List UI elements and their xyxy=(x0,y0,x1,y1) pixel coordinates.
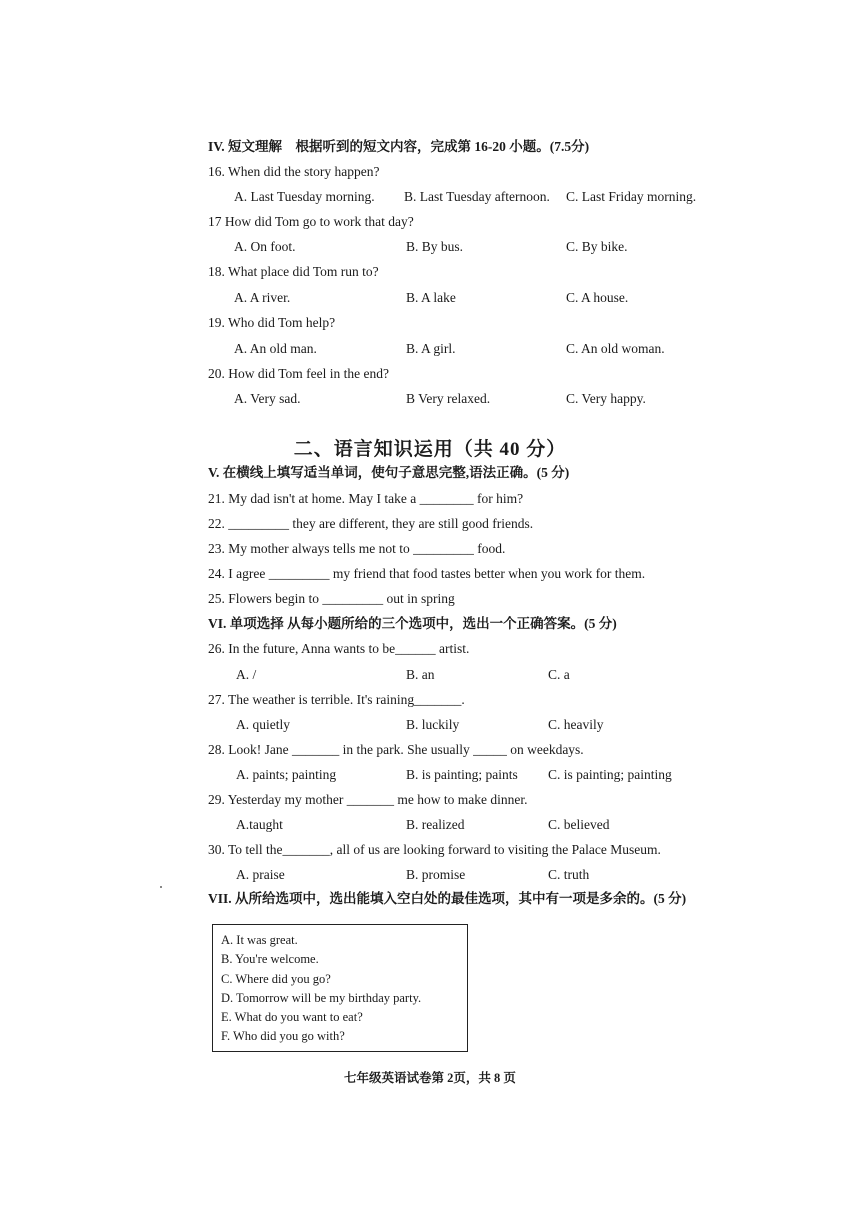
q27-option-c: C. heavily xyxy=(548,717,604,732)
scan-speck xyxy=(160,886,162,888)
q26-option-b: B. an xyxy=(406,667,435,682)
box-option-a: A. It was great. xyxy=(221,933,298,947)
question-25: 25. Flowers begin to _________ out in spring xyxy=(208,591,455,606)
q26-option-c: C. a xyxy=(548,667,570,682)
q18-option-b: B. A lake xyxy=(406,290,456,305)
q30-option-a: A. praise xyxy=(236,867,285,882)
q17-option-b: B. By bus. xyxy=(406,239,464,254)
question-22: 22. _________ they are different, they are still good friends. xyxy=(208,516,534,531)
q18-option-c: C. A house. xyxy=(566,290,629,305)
question-24: 24. I agree _________ my friend that food tastes better when you work for them. xyxy=(208,566,646,581)
q19-option-c: C. An old woman. xyxy=(566,341,665,356)
question-16: 16. When did the story happen? xyxy=(208,164,380,179)
question-21: 21. My dad isn't at home. May I take a ________ for him? xyxy=(208,491,524,506)
q16-option-a: A. Last Tuesday morning. xyxy=(234,189,375,204)
question-28: 28. Look! Jane _______ in the park. She usually _____ on weekdays. xyxy=(208,742,584,757)
q28-option-b: B. is painting; paints xyxy=(406,767,518,782)
question-26: 26. In the future, Anna wants to be______ artist. xyxy=(208,641,470,656)
q29-option-b: B. realized xyxy=(406,817,465,832)
q18-option-a: A. A river. xyxy=(234,290,291,305)
q17-option-a: A. On foot. xyxy=(234,239,296,254)
question-19: 19. Who did Tom help? xyxy=(208,315,336,330)
q30-option-c: C. truth xyxy=(548,867,590,882)
box-option-f: F. Who did you go with? xyxy=(221,1029,345,1044)
q30-option-b: B. promise xyxy=(406,867,466,882)
part-2-title: 二、语言知识运用（共 40 分） xyxy=(293,439,567,460)
q27-option-b: B. luckily xyxy=(406,717,460,732)
q26-option-a: A. / xyxy=(236,667,257,682)
q17-option-c: C. By bike. xyxy=(566,239,628,254)
q27-option-a: A. quietly xyxy=(236,717,290,732)
q20-option-c: C. Very happy. xyxy=(566,391,646,406)
section-6-header: VI. 单项选择 从每小题所给的三个选项中，选出一个正确答案。(5 分) xyxy=(208,616,617,631)
box-option-e: E. What do you want to eat? xyxy=(221,1010,363,1025)
question-30: 30. To tell the_______, all of us are looking forward to visiting the Palace Museum. xyxy=(208,842,661,857)
q28-option-a: A. paints; painting xyxy=(236,767,337,782)
q20-option-a: A. Very sad. xyxy=(234,391,301,406)
q19-option-a: A. An old man. xyxy=(234,341,317,356)
section-5-header: V. 在横线上填写适当单词，使句子意思完整,语法正确。(5 分) xyxy=(208,465,570,480)
question-27: 27. The weather is terrible. It's raining_______. xyxy=(208,692,465,707)
q19-option-b: B. A girl. xyxy=(406,341,456,356)
section-7-header: VII. 从所给选项中，选出能填入空白处的最佳选项，其中有一项是多余的。(5 分) xyxy=(208,891,687,906)
options-box xyxy=(212,924,468,1052)
box-option-d: D. Tomorrow will be my birthday party. xyxy=(221,990,422,1005)
question-29: 29. Yesterday my mother _______ me how to make dinner. xyxy=(208,792,528,807)
q29-option-a: A.taught xyxy=(236,817,283,832)
q16-option-b: B. Last Tuesday afternoon. xyxy=(404,189,550,204)
q28-option-c: C. is painting; painting xyxy=(548,767,672,782)
q16-option-c: C. Last Friday morning. xyxy=(566,189,697,204)
section-4-header: IV. 短文理解 根据听到的短文内容，完成第 16-20 小题。(7.5分) xyxy=(208,139,590,154)
question-17: 17 How did Tom go to work that day? xyxy=(208,214,414,229)
q20-option-b: B Very relaxed. xyxy=(406,391,491,406)
question-18: 18. What place did Tom run to? xyxy=(208,264,379,279)
question-20: 20. How did Tom feel in the end? xyxy=(208,366,390,381)
question-23: 23. My mother always tells me not to _________ food. xyxy=(208,541,506,556)
box-option-b: B. You're welcome. xyxy=(221,952,319,967)
page-footer: 七年级英语试卷第 2页，共 8 页 xyxy=(344,1071,516,1085)
box-option-c: C. Where did you go? xyxy=(221,971,331,986)
q29-option-c: C. believed xyxy=(548,817,610,832)
